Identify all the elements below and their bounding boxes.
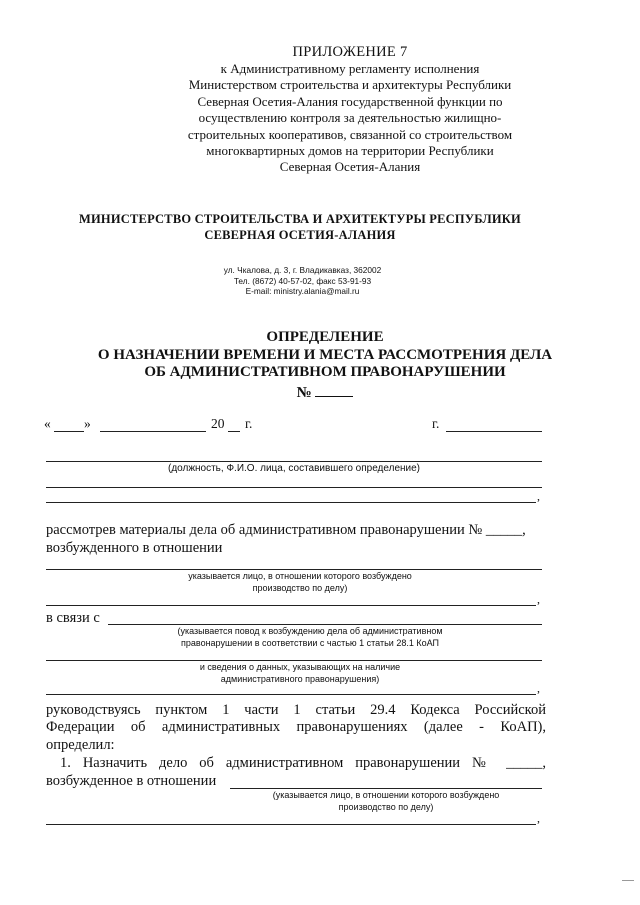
title-line: ОБ АДМИНИСТРАТИВНОМ ПРАВОНАРУШЕНИИ: [144, 364, 506, 380]
person2-field-line2[interactable]: [46, 824, 536, 825]
caption-line: указывается лицо, в отношении которого возбуждено: [188, 571, 412, 581]
city-field[interactable]: [446, 431, 542, 432]
reason-field-line2[interactable]: [46, 660, 542, 661]
caption-person2: [230, 790, 542, 813]
person-field-line2[interactable]: [46, 605, 536, 606]
person-field[interactable]: [46, 569, 542, 570]
caption-data: [150, 662, 450, 685]
item1-text-line2: возбужденное в отношении: [46, 773, 217, 789]
document-number-field[interactable]: [315, 382, 353, 397]
address-line: ул. Чкалова, д. 3, г. Владикавказ, 362002: [223, 265, 382, 275]
ministry-name: [60, 211, 540, 243]
appendix-line: многоквартирных домов на территории Республики: [206, 143, 494, 159]
title-line: О НАЗНАЧЕНИИ ВРЕМЕНИ И МЕСТА РАССМОТРЕНИЯ ДЕЛА: [97, 346, 553, 363]
item1-text-line1: 1. Назначить дело об административном правонарушении № _____,: [60, 755, 546, 771]
caption-line: и сведения о данных, указывающих на наличие: [199, 662, 401, 672]
decided-text: определил:: [46, 737, 115, 753]
year-field[interactable]: [228, 431, 240, 432]
official-field-line2[interactable]: [46, 487, 542, 488]
day-field[interactable]: [54, 431, 84, 432]
caption-line: (указывается повод к возбуждению дела об административном: [177, 626, 443, 636]
caption-line: производство по делу): [252, 582, 348, 593]
year-suffix: г.: [245, 416, 253, 431]
caption-line: правонарушении в соответствии с частью 1 статьи 28.1 КоАП: [181, 637, 439, 648]
appendix-line: осуществлению контроля за деятельностью жилищно-: [198, 110, 502, 126]
initiated-text: возбужденного в отношении: [46, 540, 223, 556]
year-prefix: 20: [211, 416, 225, 431]
address-line: Тел. (8672) 40-57-02, факс 53-91-93: [233, 275, 372, 286]
address-email: E-mail: ministry.alania@mail.ru: [245, 286, 360, 296]
caption-line: (указывается лицо, в отношении которого возбуждено: [272, 790, 500, 800]
person2-field[interactable]: [230, 788, 542, 789]
ministry-line: МИНИСТЕРСТВО СТРОИТЕЛЬСТВА И АРХИТЕКТУРЫ РЕСПУБЛИКИ: [79, 212, 521, 226]
title-line: ОПРЕДЕЛЕНИЕ: [266, 329, 384, 345]
city-prefix: г.: [432, 416, 440, 431]
date-open-quote: «: [44, 416, 51, 431]
ministry-address: [160, 265, 445, 297]
caption-person: [150, 571, 450, 594]
official-field[interactable]: [46, 461, 542, 462]
line-end-comma: ,: [537, 489, 540, 503]
appendix-heading: ПРИЛОЖЕНИЕ 7: [292, 44, 408, 60]
line-end-comma: ,: [537, 592, 540, 606]
document-title: [40, 329, 610, 402]
caption-official: (должность, Ф.И.О. лица, составившего определение): [167, 463, 421, 474]
line-end-comma: ,: [537, 681, 540, 695]
guided-text-line2: Федерации об административных правонарушениях (далее - КоАП),: [46, 719, 546, 735]
appendix-line: Министерством строительства и архитектуры Республики: [188, 77, 512, 93]
reason-field[interactable]: [108, 624, 542, 625]
number-sign: №: [296, 384, 312, 401]
appendix-line: к Административному регламенту исполнения: [220, 61, 480, 76]
in-connection-text: в связи с: [46, 610, 100, 626]
caption-line: производство по делу): [338, 801, 434, 812]
guided-text-line1: руководствуясь пунктом 1 части 1 статьи 29.4 Кодекса Российской: [46, 702, 546, 718]
ministry-line: СЕВЕРНАЯ ОСЕТИЯ-АЛАНИЯ: [204, 228, 396, 242]
caption-reason: [130, 626, 490, 649]
appendix-line: строительных кооперативов, связанной со строительством: [187, 126, 513, 142]
appendix-line: Северная Осетия-Алания государственной функции по: [197, 93, 503, 109]
reason-field-line3[interactable]: [46, 694, 536, 695]
caption-line: административного правонарушения): [220, 673, 380, 684]
page-edge-mark: [622, 880, 634, 881]
month-field[interactable]: [100, 431, 206, 432]
appendix-block: [150, 44, 550, 176]
date-close-quote: »: [84, 416, 91, 431]
appendix-line: Северная Осетия-Алания: [279, 159, 421, 175]
line-end-comma: ,: [537, 811, 540, 825]
official-field-line3[interactable]: [46, 502, 536, 503]
considered-text: рассмотрев материалы дела об административном правонарушении № _____,: [46, 522, 526, 538]
